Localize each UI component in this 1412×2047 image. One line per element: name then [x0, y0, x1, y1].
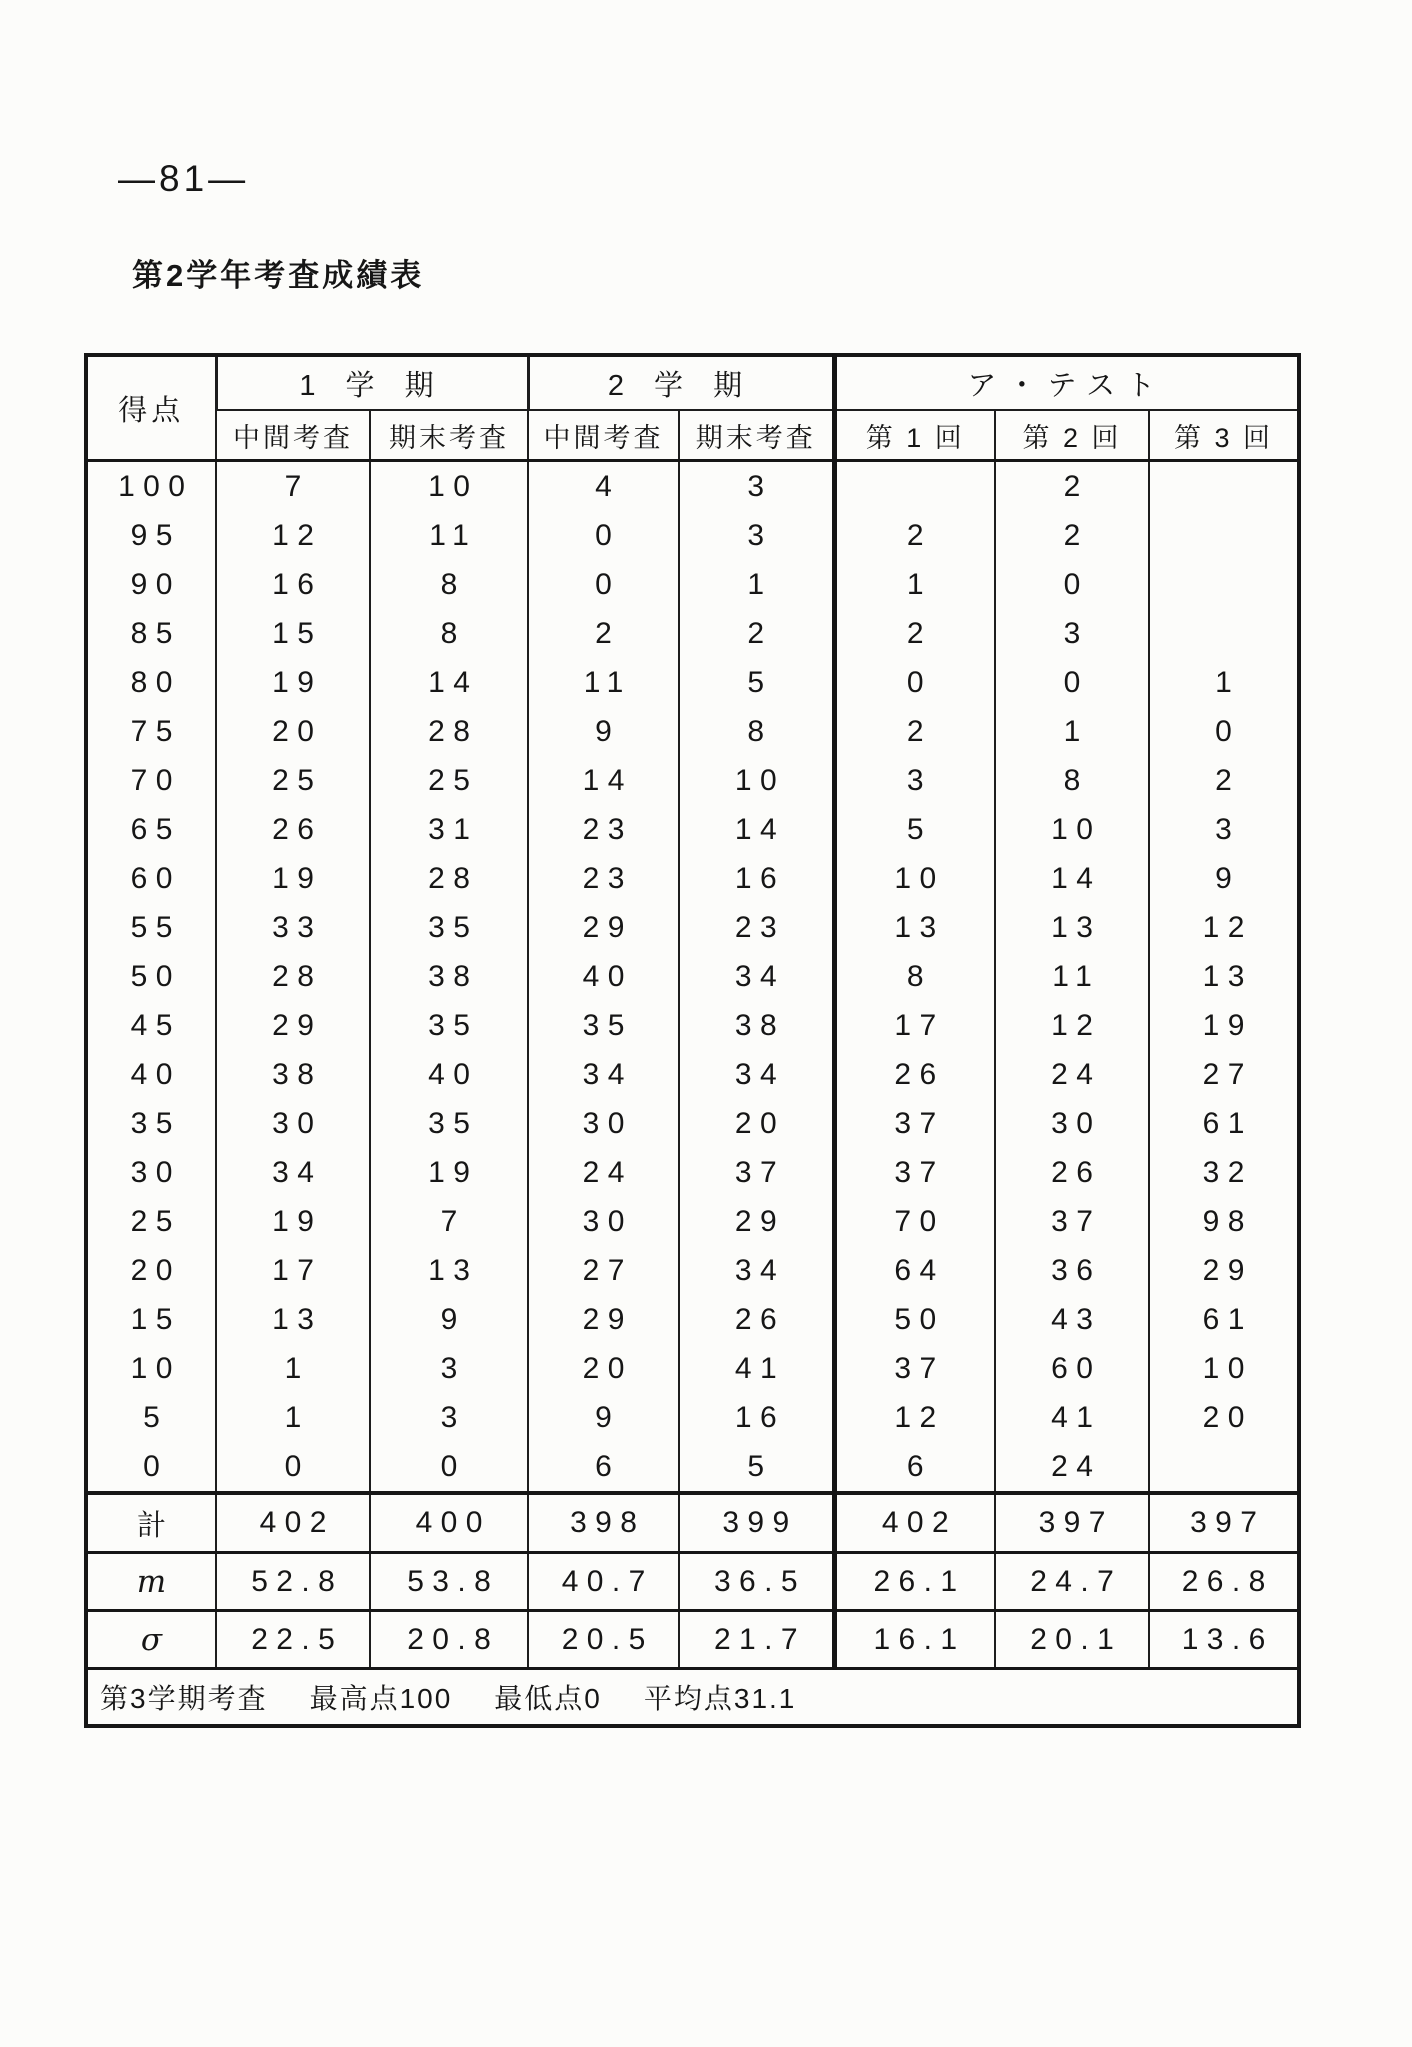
value-cell: 30	[216, 1099, 370, 1148]
value-cell: 29	[528, 1295, 679, 1344]
value-cell: 28	[370, 854, 528, 903]
value-cell: 5	[834, 805, 995, 854]
value-cell: 16	[216, 560, 370, 609]
value-cell: 3	[1149, 805, 1299, 854]
value-cell: 10	[995, 805, 1149, 854]
score-cell: 30	[130, 1155, 181, 1189]
col-header-atest-3: 第 3 回	[1149, 410, 1299, 461]
value-cell: 11	[528, 658, 679, 707]
score-cell: 55	[130, 910, 181, 944]
value-cell: 1	[216, 1344, 370, 1393]
group-header-term2: 2 学 期	[528, 355, 834, 410]
score-row	[86, 903, 1299, 952]
value-cell: 30	[528, 1197, 679, 1246]
value-cell: 13	[1149, 952, 1299, 1001]
value-cell: 43	[995, 1295, 1149, 1344]
value-cell	[1149, 511, 1299, 560]
value-cell: 34	[216, 1148, 370, 1197]
col-header-term2-final: 期末考査	[679, 410, 834, 461]
value-cell: 14	[370, 658, 528, 707]
value-cell: 38	[370, 952, 528, 1001]
value-cell: 14	[995, 854, 1149, 903]
value-cell: 20	[1149, 1393, 1299, 1442]
value-cell: 2	[679, 609, 834, 658]
value-cell: 13	[995, 903, 1149, 952]
value-cell: 0	[216, 1442, 370, 1493]
score-cell: 45	[130, 1008, 181, 1042]
value-cell: 5	[679, 1442, 834, 1493]
value-cell: 1	[679, 560, 834, 609]
footnote-max-score: 最高点100	[309, 1683, 453, 1714]
value-cell: 34	[528, 1050, 679, 1099]
score-distribution-table	[84, 353, 1301, 1728]
value-cell: 8	[995, 756, 1149, 805]
value-cell: 61	[1149, 1099, 1299, 1148]
value-cell: 37	[834, 1148, 995, 1197]
score-cell: 10	[130, 1351, 181, 1385]
summary-value-cell: 397	[1149, 1493, 1299, 1553]
value-cell: 50	[834, 1295, 995, 1344]
summary-value-cell: 398	[528, 1493, 679, 1553]
score-row	[86, 756, 1299, 805]
value-cell: 10	[679, 756, 834, 805]
value-cell: 19	[370, 1148, 528, 1197]
value-cell: 32	[1149, 1148, 1299, 1197]
value-cell	[1149, 461, 1299, 512]
score-cell: 65	[130, 812, 181, 846]
summary-value-cell: 400	[370, 1493, 528, 1553]
summary-value-cell: 402	[834, 1493, 995, 1553]
table-body	[86, 461, 1299, 1669]
value-cell: 1	[834, 560, 995, 609]
summary-label: m	[86, 1553, 216, 1611]
score-cell: 35	[130, 1106, 181, 1140]
value-cell	[1149, 560, 1299, 609]
value-cell: 10	[834, 854, 995, 903]
summary-value-cell: 53.8	[370, 1553, 528, 1611]
value-cell: 9	[370, 1295, 528, 1344]
value-cell: 10	[370, 461, 528, 512]
score-cell: 25	[130, 1204, 181, 1238]
score-row	[86, 560, 1299, 609]
value-cell: 5	[679, 658, 834, 707]
score-cell: 20	[130, 1253, 181, 1287]
sigma-row	[86, 1611, 1299, 1669]
value-cell: 30	[528, 1099, 679, 1148]
value-cell: 35	[370, 903, 528, 952]
value-cell: 2	[834, 511, 995, 560]
value-cell: 34	[679, 1246, 834, 1295]
value-cell: 13	[370, 1246, 528, 1295]
value-cell: 34	[679, 952, 834, 1001]
score-row	[86, 609, 1299, 658]
value-cell: 27	[528, 1246, 679, 1295]
value-cell: 17	[216, 1246, 370, 1295]
value-cell: 41	[995, 1393, 1149, 1442]
value-cell: 31	[370, 805, 528, 854]
value-cell: 29	[528, 903, 679, 952]
footnote-row	[86, 1669, 1299, 1727]
value-cell: 14	[528, 756, 679, 805]
summary-value-cell: 402	[216, 1493, 370, 1553]
value-cell: 9	[528, 1393, 679, 1442]
summary-value-cell: 24.7	[995, 1553, 1149, 1611]
value-cell: 19	[216, 658, 370, 707]
score-row	[86, 1246, 1299, 1295]
value-cell: 28	[370, 707, 528, 756]
summary-value-cell: 52.8	[216, 1553, 370, 1611]
summary-value-cell: 22.5	[216, 1611, 370, 1669]
value-cell: 2	[528, 609, 679, 658]
value-cell: 24	[995, 1050, 1149, 1099]
score-row	[86, 1344, 1299, 1393]
value-cell: 35	[370, 1099, 528, 1148]
score-row	[86, 511, 1299, 560]
score-cell: 60	[130, 861, 181, 895]
value-cell: 2	[834, 609, 995, 658]
score-row	[86, 1295, 1299, 1344]
value-cell: 19	[1149, 1001, 1299, 1050]
col-header-term1-midterm: 中間考査	[216, 410, 370, 461]
score-cell: 50	[130, 959, 181, 993]
summary-label: 計	[86, 1493, 216, 1553]
summary-value-cell: 16.1	[834, 1611, 995, 1669]
value-cell: 38	[216, 1050, 370, 1099]
value-cell: 1	[216, 1393, 370, 1442]
value-cell: 24	[528, 1148, 679, 1197]
value-cell: 33	[216, 903, 370, 952]
value-cell: 20	[528, 1344, 679, 1393]
table-footer	[86, 1669, 1299, 1727]
value-cell: 37	[834, 1099, 995, 1148]
col-header-term2-midterm: 中間考査	[528, 410, 679, 461]
value-cell: 24	[995, 1442, 1149, 1493]
value-cell: 0	[528, 560, 679, 609]
value-cell: 19	[216, 1197, 370, 1246]
value-cell: 38	[679, 1001, 834, 1050]
value-cell: 30	[995, 1099, 1149, 1148]
value-cell: 1	[1149, 658, 1299, 707]
value-cell: 35	[528, 1001, 679, 1050]
value-cell: 11	[370, 511, 528, 560]
score-cell: 80	[130, 665, 181, 699]
value-cell: 7	[370, 1197, 528, 1246]
score-row	[86, 658, 1299, 707]
summary-value-cell: 40.7	[528, 1553, 679, 1611]
value-cell: 29	[216, 1001, 370, 1050]
score-cell: 95	[130, 518, 181, 552]
value-cell: 3	[370, 1344, 528, 1393]
page-title: 第2学年考査成績表	[132, 258, 425, 293]
value-cell: 17	[834, 1001, 995, 1050]
value-cell: 11	[995, 952, 1149, 1001]
value-cell: 0	[995, 658, 1149, 707]
value-cell: 28	[216, 952, 370, 1001]
value-cell: 35	[370, 1001, 528, 1050]
score-cell: 70	[130, 763, 181, 797]
score-column-header: 得点	[86, 355, 216, 461]
score-row	[86, 1393, 1299, 1442]
total-row	[86, 1493, 1299, 1553]
summary-value-cell: 26.8	[1149, 1553, 1299, 1611]
value-cell: 40	[528, 952, 679, 1001]
value-cell: 3	[679, 511, 834, 560]
value-cell: 16	[679, 854, 834, 903]
summary-value-cell: 20.8	[370, 1611, 528, 1669]
footnote-average-score: 平均点31.1	[643, 1683, 797, 1714]
value-cell: 8	[370, 560, 528, 609]
col-header-term1-final: 期末考査	[370, 410, 528, 461]
value-cell: 9	[1149, 854, 1299, 903]
value-cell: 10	[1149, 1344, 1299, 1393]
group-header-a-test: ア・テスト	[834, 355, 1299, 410]
value-cell: 23	[528, 854, 679, 903]
summary-value-cell: 36.5	[679, 1553, 834, 1611]
value-cell: 7	[216, 461, 370, 512]
value-cell: 13	[216, 1295, 370, 1344]
value-cell: 8	[834, 952, 995, 1001]
score-row	[86, 854, 1299, 903]
group-header-term1: 1 学 期	[216, 355, 528, 410]
col-header-atest-1: 第 1 回	[834, 410, 995, 461]
summary-value-cell: 399	[679, 1493, 834, 1553]
score-cell: 0	[143, 1449, 169, 1483]
value-cell: 41	[679, 1344, 834, 1393]
footnote-min-score: 最低点0	[494, 1683, 602, 1714]
value-cell: 64	[834, 1246, 995, 1295]
page-number: —81—	[118, 158, 250, 199]
value-cell: 26	[995, 1148, 1149, 1197]
value-cell: 0	[1149, 707, 1299, 756]
summary-value-cell: 26.1	[834, 1553, 995, 1611]
value-cell: 12	[1149, 903, 1299, 952]
value-cell: 98	[1149, 1197, 1299, 1246]
value-cell: 1	[995, 707, 1149, 756]
score-row	[86, 952, 1299, 1001]
value-cell: 25	[216, 756, 370, 805]
value-cell: 13	[834, 903, 995, 952]
value-cell	[1149, 1442, 1299, 1493]
value-cell: 4	[528, 461, 679, 512]
value-cell: 20	[216, 707, 370, 756]
value-cell: 70	[834, 1197, 995, 1246]
group-header-row	[86, 355, 1299, 410]
value-cell: 2	[1149, 756, 1299, 805]
value-cell: 3	[679, 461, 834, 512]
value-cell: 8	[370, 609, 528, 658]
value-cell: 12	[834, 1393, 995, 1442]
value-cell: 26	[216, 805, 370, 854]
value-cell: 6	[528, 1442, 679, 1493]
value-cell: 37	[679, 1148, 834, 1197]
score-row	[86, 1148, 1299, 1197]
value-cell: 37	[834, 1344, 995, 1393]
footnote-term3-exam-label: 第3学期考査	[100, 1683, 268, 1714]
summary-value-cell: 20.1	[995, 1611, 1149, 1669]
value-cell: 2	[995, 511, 1149, 560]
value-cell: 2	[995, 461, 1149, 512]
score-cell: 100	[118, 469, 194, 503]
value-cell: 23	[679, 903, 834, 952]
value-cell: 25	[370, 756, 528, 805]
summary-label: σ	[86, 1611, 216, 1669]
summary-value-cell: 13.6	[1149, 1611, 1299, 1669]
value-cell: 34	[679, 1050, 834, 1099]
value-cell: 9	[528, 707, 679, 756]
summary-value-cell: 20.5	[528, 1611, 679, 1669]
score-row	[86, 461, 1299, 512]
value-cell: 2	[834, 707, 995, 756]
value-cell: 6	[834, 1442, 995, 1493]
value-cell	[834, 461, 995, 512]
score-row	[86, 707, 1299, 756]
value-cell: 3	[370, 1393, 528, 1442]
score-row	[86, 1099, 1299, 1148]
score-row	[86, 805, 1299, 854]
value-cell: 3	[834, 756, 995, 805]
value-cell: 60	[995, 1344, 1149, 1393]
value-cell: 12	[216, 511, 370, 560]
value-cell: 0	[995, 560, 1149, 609]
value-cell: 14	[679, 805, 834, 854]
value-cell: 26	[834, 1050, 995, 1099]
value-cell: 23	[528, 805, 679, 854]
score-cell: 85	[130, 616, 181, 650]
value-cell: 26	[679, 1295, 834, 1344]
value-cell	[1149, 609, 1299, 658]
score-cell: 40	[130, 1057, 181, 1091]
value-cell: 0	[528, 511, 679, 560]
value-cell: 15	[216, 609, 370, 658]
value-cell: 40	[370, 1050, 528, 1099]
value-cell: 27	[1149, 1050, 1299, 1099]
value-cell: 3	[995, 609, 1149, 658]
table-header	[86, 355, 1299, 461]
value-cell: 20	[679, 1099, 834, 1148]
value-cell: 0	[370, 1442, 528, 1493]
score-cell: 15	[130, 1302, 181, 1336]
col-header-atest-2: 第 2 回	[995, 410, 1149, 461]
summary-value-cell: 397	[995, 1493, 1149, 1553]
score-row	[86, 1442, 1299, 1493]
value-cell: 16	[679, 1393, 834, 1442]
value-cell: 19	[216, 854, 370, 903]
value-cell: 29	[1149, 1246, 1299, 1295]
sub-header-row	[86, 410, 1299, 461]
footnote-cell	[86, 1669, 1299, 1727]
score-cell: 75	[130, 714, 181, 748]
mean-row	[86, 1553, 1299, 1611]
value-cell: 29	[679, 1197, 834, 1246]
score-cell: 90	[130, 567, 181, 601]
score-row	[86, 1050, 1299, 1099]
score-row	[86, 1001, 1299, 1050]
value-cell: 37	[995, 1197, 1149, 1246]
value-cell: 8	[679, 707, 834, 756]
score-row	[86, 1197, 1299, 1246]
value-cell: 12	[995, 1001, 1149, 1050]
value-cell: 61	[1149, 1295, 1299, 1344]
score-cell: 5	[143, 1400, 169, 1434]
value-cell: 0	[834, 658, 995, 707]
summary-value-cell: 21.7	[679, 1611, 834, 1669]
value-cell: 36	[995, 1246, 1149, 1295]
